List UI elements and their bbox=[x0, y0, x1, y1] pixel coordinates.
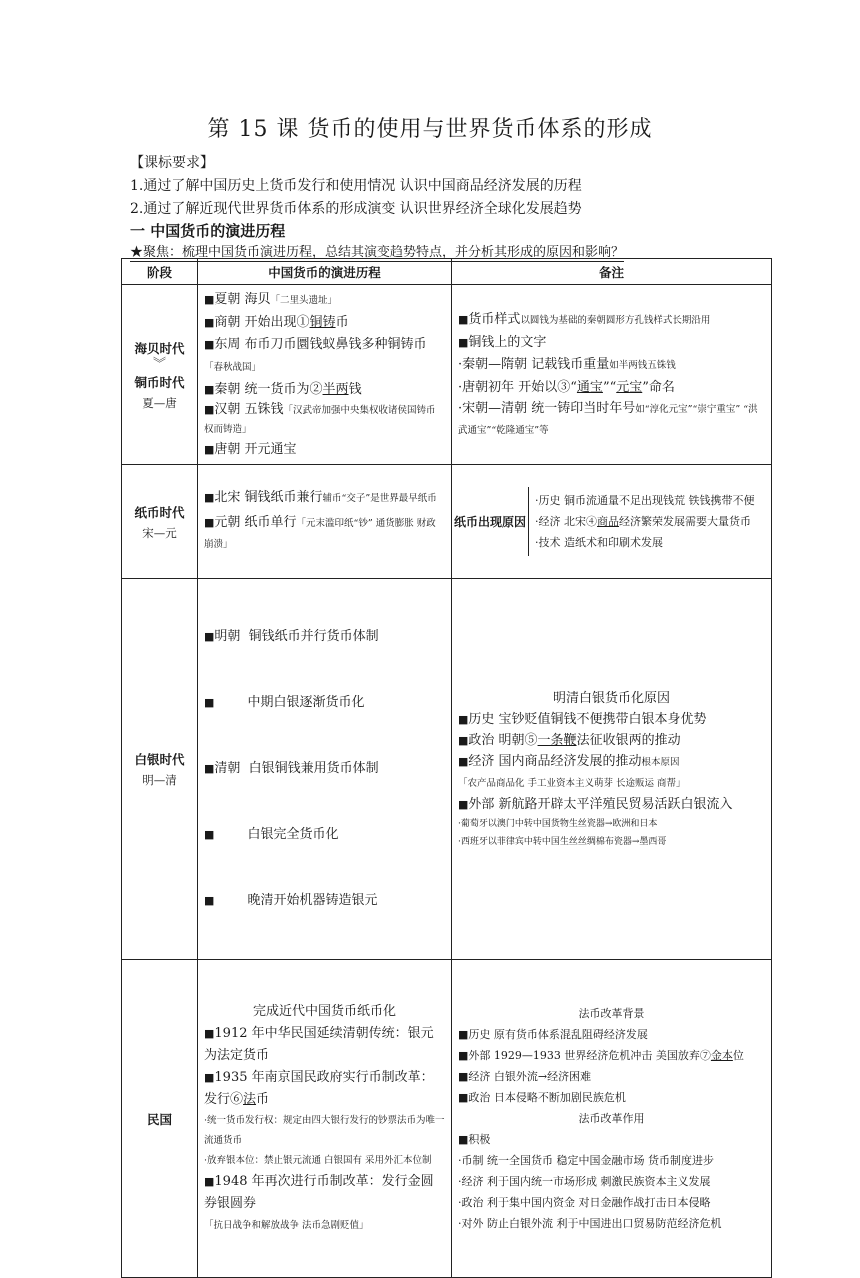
note-line: 位 bbox=[732, 1049, 744, 1062]
black-square-icon: ■ bbox=[204, 337, 215, 351]
black-square-icon: ■ bbox=[204, 442, 215, 456]
notes-cell bbox=[452, 579, 772, 960]
note-small: ·葡萄牙以澳门中转中国货物生丝瓷器→欧洲和日本 bbox=[458, 818, 658, 829]
history-line: 汉朝 五铢钱 bbox=[214, 401, 284, 417]
note-line: 经济 白银外流→经济困难 bbox=[468, 1070, 592, 1083]
note-line: 积极 bbox=[468, 1133, 491, 1146]
black-square-icon: ■ bbox=[204, 315, 215, 329]
header-stage: 阶段 bbox=[122, 259, 198, 285]
answer-blank: 半两 bbox=[322, 381, 349, 397]
reason-subtable bbox=[452, 487, 771, 556]
notes-cell bbox=[452, 960, 772, 1278]
stage-cell bbox=[122, 579, 198, 960]
note-line: 政治 日本侵略不断加剧民族危机 bbox=[468, 1091, 626, 1104]
note-line: ·唐朝初年 开始以③“ bbox=[458, 379, 577, 395]
stage-name: 海贝时代 bbox=[134, 340, 185, 356]
note-line: 历史 原有货币体系混乱阻碍经济发展 bbox=[468, 1028, 648, 1041]
table-row bbox=[122, 579, 772, 960]
reason-line: ·经济 北宋④ bbox=[535, 515, 597, 528]
reason-line: 经济繁荣发展需要大量货币 bbox=[619, 515, 751, 528]
notes-heading: 法币改革背景 bbox=[578, 1007, 645, 1020]
black-square-icon: ■ bbox=[458, 1070, 469, 1083]
history-note: 「二里头遗址」 bbox=[270, 294, 338, 306]
answer-blank: 通宝 bbox=[576, 379, 603, 395]
history-note: 「元末滥印纸“钞” 通货膨胀 财政崩溃」 bbox=[204, 518, 436, 550]
history-note: 「抗日战争和解放战争 法币急剧贬值」 bbox=[204, 1219, 369, 1231]
page-title: 第 15 课 货币的使用与世界货币体系的形成 bbox=[207, 117, 653, 142]
note-line: 历史 宝钞贬值铜钱不便携带白银本身优势 bbox=[468, 711, 707, 727]
black-square-icon: ■ bbox=[204, 828, 215, 841]
black-square-icon: ■ bbox=[204, 630, 215, 643]
note-line: 铜钱上的文字 bbox=[468, 334, 547, 350]
note-line: 外部 新航路开辟太平洋殖民贸易活跃白银流入 bbox=[468, 796, 733, 812]
header-notes: 备注 bbox=[452, 259, 772, 285]
black-square-icon: ■ bbox=[204, 402, 215, 416]
stage-period: 宋—元 bbox=[142, 525, 177, 540]
history-note: ·放弃银本位：禁止银元流通 白银国有 采用外汇本位制 bbox=[204, 1154, 432, 1166]
note-line: ·政治 利于集中国内资金 对日金融作战打击日本侵略 bbox=[458, 1196, 711, 1209]
answer-blank: 一条鞭 bbox=[537, 732, 577, 748]
answer-blank: 金本 bbox=[710, 1049, 733, 1062]
black-square-icon: ■ bbox=[458, 1091, 469, 1104]
history-line: 晚清开始机器铸造银元 bbox=[214, 893, 378, 908]
stage-name: 白银时代 bbox=[134, 752, 185, 767]
stage-period: 夏—唐 bbox=[142, 395, 177, 410]
note-line: ·秦朝—隋朝 记载钱币重量 bbox=[458, 356, 610, 372]
requirements-heading: 【课标要求】 bbox=[130, 155, 214, 171]
stage-cell bbox=[122, 465, 198, 579]
reason-line: ·历史 铜币流通量不足出现钱荒 铁钱携带不便 bbox=[535, 494, 755, 507]
black-square-icon: ■ bbox=[458, 733, 469, 747]
history-heading: 完成近代中国货币纸币化 bbox=[252, 1003, 396, 1019]
black-square-icon: ■ bbox=[204, 491, 215, 504]
black-square-icon: ■ bbox=[204, 382, 215, 396]
section-title: 一 中国货币的演进历程 bbox=[130, 222, 286, 240]
history-line: 币 bbox=[335, 314, 349, 330]
history-cell bbox=[198, 960, 452, 1278]
history-note: 「汉武帝加强中央集权收诸侯国铸币权而铸造」 bbox=[204, 404, 436, 435]
black-square-icon: ■ bbox=[458, 797, 469, 811]
history-line: 钱 bbox=[348, 381, 362, 397]
history-line: 币 bbox=[256, 1091, 270, 1107]
note-small: 以圆钱为基础的秦朝圆形方孔钱样式长期沿用 bbox=[520, 314, 711, 326]
reason-list bbox=[529, 487, 772, 556]
history-note: 辅币“交子”是世界最早纸币 bbox=[322, 493, 437, 504]
note-line: 法征收银两的推动 bbox=[576, 732, 681, 748]
note-line: 货币样式 bbox=[468, 311, 521, 327]
note-line: 经济 国内商品经济发展的推动 bbox=[468, 753, 642, 769]
black-square-icon: ■ bbox=[458, 312, 469, 326]
note-small: 根本原因 bbox=[641, 756, 680, 768]
focus-text: ★聚焦：梳理中国货币演进历程，总结其演变趋势特点，并分析其形成的原因和影响？ bbox=[130, 245, 625, 260]
black-square-icon: ■ bbox=[458, 335, 469, 349]
stage-name: 纸币时代 bbox=[134, 504, 185, 520]
requirement-1: 1.通过了解中国历史上货币发行和使用情况 认识中国商品经济发展的历程 bbox=[130, 178, 582, 194]
history-line: 白银完全货币化 bbox=[214, 827, 339, 842]
answer-blank: 铜铸 bbox=[309, 314, 336, 330]
double-chevron-down-icon: ︾ bbox=[152, 356, 166, 372]
requirement-2: 2.通过了解近现代世界货币体系的形成演变 认识世界经济全球化发展趋势 bbox=[130, 201, 582, 217]
black-square-icon: ■ bbox=[204, 894, 215, 907]
note-small: 如“淳化元宝”“崇宁重宝” “洪武通宝”“乾隆通宝”等 bbox=[458, 403, 758, 436]
note-line: ”“ bbox=[602, 379, 617, 395]
black-square-icon: ■ bbox=[458, 712, 469, 726]
note-small: 如半两钱五铢钱 bbox=[609, 359, 676, 371]
table-row bbox=[122, 960, 772, 1278]
currency-table bbox=[121, 258, 772, 1278]
reason-line: ·技术 造纸术和印刷术发展 bbox=[535, 536, 663, 549]
answer-blank: 商品 bbox=[597, 515, 619, 528]
stage-name: 民国 bbox=[146, 1111, 172, 1127]
note-line: 外部 1929—1933 世界经济危机冲击 美国放弃⑦ bbox=[468, 1049, 711, 1062]
black-square-icon: ■ bbox=[458, 1028, 469, 1041]
history-line: 1912 年中华民国延续清朝传统：银元为法定货币 bbox=[204, 1025, 434, 1063]
note-line: 政治 明朝⑤ bbox=[468, 732, 538, 748]
black-square-icon: ■ bbox=[204, 292, 215, 306]
note-line: ·对外 防止白银外流 利于中国进出口贸易防范经济危机 bbox=[458, 1217, 722, 1230]
history-line: 1948 年再次进行币制改革：发行金圆券银圆券 bbox=[204, 1173, 434, 1211]
history-note: ·统一货币发行权：规定由四大银行发行的钞票法币为唯一流通货币 bbox=[204, 1114, 445, 1146]
black-square-icon: ■ bbox=[204, 1174, 215, 1188]
note-small: 「农产品商品化 手工业资本主义萌芽 长途贩运 商帮」 bbox=[458, 777, 686, 789]
stage-cell bbox=[122, 960, 198, 1278]
note-line: ”命名 bbox=[642, 379, 675, 395]
table-row bbox=[122, 285, 772, 465]
history-cell bbox=[198, 285, 452, 465]
answer-blank: 法 bbox=[243, 1091, 257, 1107]
history-cell bbox=[198, 579, 452, 960]
history-line: 北宋 铜钱纸币兼行 bbox=[214, 490, 323, 505]
history-line: 元朝 纸币单行 bbox=[214, 515, 297, 530]
history-line: 中期白银逐渐货币化 bbox=[214, 695, 365, 710]
answer-blank: 元宝 bbox=[616, 379, 643, 395]
history-line: 东周 布币刀币圜钱蚁鼻钱多种铜铸币 bbox=[214, 336, 427, 352]
history-cell bbox=[198, 465, 452, 579]
note-line: ·币制 统一全国货币 稳定中国金融市场 货币制度进步 bbox=[458, 1154, 714, 1167]
header-history: 中国货币的演进历程 bbox=[198, 259, 452, 285]
notes-cell bbox=[452, 285, 772, 465]
note-small: ·西班牙以菲律宾中转中国生丝丝绸棉布瓷器→墨西哥 bbox=[458, 836, 667, 847]
stage-period: 明—清 bbox=[142, 773, 177, 787]
history-line: 商朝 开始出现① bbox=[214, 314, 310, 330]
black-square-icon: ■ bbox=[204, 1070, 215, 1084]
history-line: 明朝 铜钱纸币并行货币体制 bbox=[214, 629, 379, 644]
black-square-icon: ■ bbox=[204, 1026, 215, 1040]
note-line: ·宋朝—清朝 统一铸印当时年号 bbox=[458, 400, 636, 416]
notes-heading: 明清白银货币化原因 bbox=[552, 690, 670, 706]
black-square-icon: ■ bbox=[204, 762, 215, 775]
stage-cell bbox=[122, 285, 198, 465]
history-note: 「春秋战国」 bbox=[204, 361, 262, 373]
history-line: 1935 年南京国民政府实行币制改革：发行⑥ bbox=[204, 1069, 434, 1107]
history-line: 唐朝 开元通宝 bbox=[214, 441, 297, 457]
table-header-row bbox=[122, 259, 772, 285]
history-line: 夏朝 海贝 bbox=[214, 291, 271, 307]
notes-heading: 法币改革作用 bbox=[578, 1112, 645, 1125]
history-line: 清朝 白银铜钱兼用货币体制 bbox=[214, 761, 379, 776]
black-square-icon: ■ bbox=[458, 754, 469, 768]
note-line: ·经济 利于国内统一市场形成 刺激民族资本主义发展 bbox=[458, 1175, 711, 1188]
reason-label: 纸币出现原因 bbox=[452, 487, 529, 556]
table-row bbox=[122, 465, 772, 579]
stage-name: 铜币时代 bbox=[134, 374, 185, 390]
black-square-icon: ■ bbox=[458, 1049, 469, 1062]
black-square-icon: ■ bbox=[204, 696, 215, 709]
notes-cell bbox=[452, 465, 772, 579]
history-line: 秦朝 统一货币为② bbox=[214, 381, 323, 397]
black-square-icon: ■ bbox=[204, 516, 215, 529]
black-square-icon: ■ bbox=[458, 1133, 469, 1146]
